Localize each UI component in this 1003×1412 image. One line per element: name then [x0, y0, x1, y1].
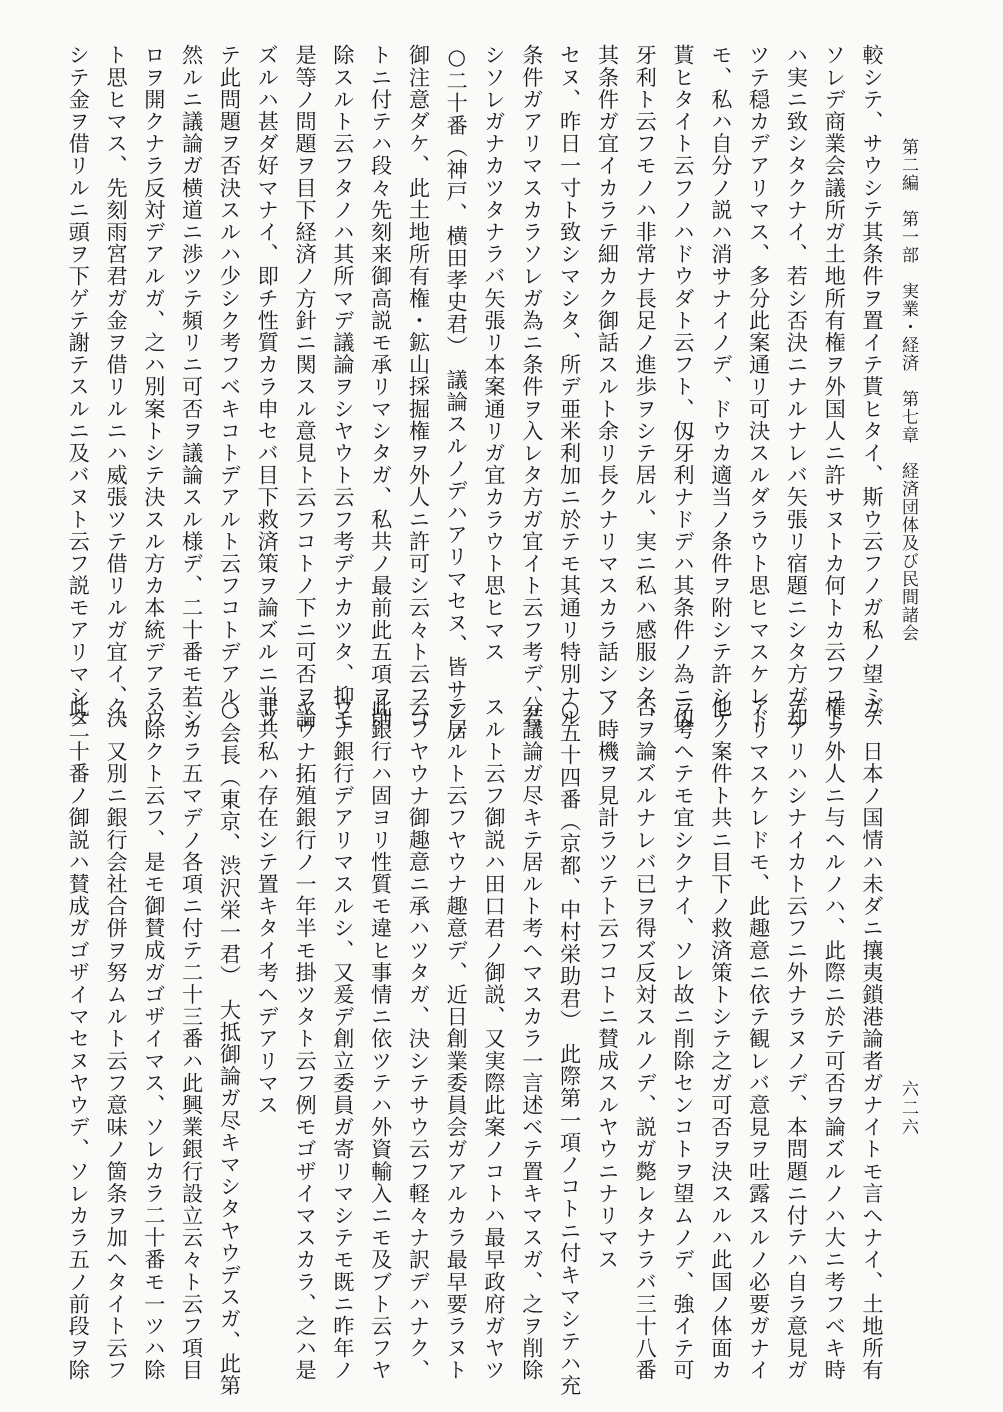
text-line: ○会長（東京、渋沢栄一君） 大抵御論ガ尽キマシタヤウデスガ、此第 [217, 696, 243, 1397]
text-line: 此銀行ハ固ヨリ性質モ違ヒ事情ニ依ツテハ外資輸入ニモ及ブト云フヤ [368, 696, 394, 1382]
text-line: シテ金ヲ借リルニ頭ヲ下ゲテ謝テスルニ及バヌト云フ説モアリマシタ [66, 44, 92, 730]
text-line: セヌ、昨日一寸ト致シマシタ、所デ亜米利加ニ於テモ其通リ特別ナル [557, 44, 583, 730]
text-line: 条件ガアリマスカラソレガ為ニ条件ヲ入レタ方ガ宜イト云フ考デ、若 [519, 44, 545, 730]
text-line: スルト云フ御説ハ田口君ノ御説、又実際此案ノコトハ最早政府ガヤツ [482, 696, 508, 1382]
text-line: ウナ銀行デアリマスルシ、又爰デ創立委員ガ寄リマシテモ既ニ昨年ノ [330, 696, 356, 1382]
text-line: 牙利ト云フモノハ非常ナ長足ノ進歩ヲシテ居ル、実ニ私ハ感服シタ、 [633, 44, 659, 730]
text-line: ハ実ニ致シタクナイ、若シ否決ニナルナレバ矢張リ宿題ニシタ方ガ却 [784, 44, 810, 730]
text-line: ト思ヒマス、先刻雨宮君ガ金ヲ借リルニハ威張ツテ借リルガ宜イ、決 [104, 44, 130, 730]
text-line: モ、私ハ自分ノ説ハ消サナイノデ、ドウカ適当ノ条件ヲ附シテ許シテ [708, 44, 734, 730]
text-line: ロヲ開クナラ反対デアルガ、之ハ別案トシテ決スル方カ本統デアラウ [141, 44, 167, 730]
text-line: ○五十四番（京都、中村栄助君） 此際第一項ノコトニ付キマシテハ充 [557, 696, 583, 1397]
page-number: 六二六 [898, 1080, 918, 1137]
text-line: 除スルト云フタノハ其所マデ議論ヲシヤウト云フ考デナカツタ、抑モ [330, 44, 356, 730]
text-line: 一カラ五マデノ各項ニ付テ二十三番ハ此興業銀行設立云々ト云フ項目 [179, 696, 205, 1382]
text-line: 然ルニ議論ガ横道ニ渉ツテ頻リニ可否ヲ議論スル様デ、二十番モ若シ [179, 44, 205, 730]
text-line: 其条件ガ宜イカラテ細カク御話スルト余リ長クナリマスカラ話シマ [595, 44, 621, 707]
running-header [896, 138, 921, 658]
text-line: ハ除クト云フ、是モ御賛成ガゴザイマス、ソレカラ二十番モ一ツハ除 [141, 696, 167, 1382]
text-line: 較シテ、サウシテ其条件ヲ置イテ貰ヒタイ、斯ウ云フノガ私ノ望ミデ [860, 44, 885, 730]
text-line: ツテ穏カデアリマス、多分此案通リ可決スルダラウト思ヒマスケレド [746, 44, 772, 730]
text-line: 権ヲ外人ニ与ヘルノハ、此際ニ於テ可否ヲ論ズルノハ大ニ考フベキ時 [822, 696, 848, 1382]
text-line: アリマスケレドモ、此趣意ニ依テ観レバ意見ヲ吐露スルノ必要ガナイ [746, 696, 772, 1382]
text-line: 云フヤウナ御趣意ニ承ハツタガ、決シテサウ云フ軽々ナ訳デハナク、 [406, 696, 432, 1382]
text-line: シソレガナカツタナラバ矢張リ本案通リガ宜カラウト思ヒマス [482, 44, 508, 663]
text-line: ガ、日本ノ国情ハ未ダニ攘夷鎖港論者ガナイトモ言ヘナイ、土地所有 [860, 696, 885, 1382]
text-line: ズルハ甚ダ好マナイ、即チ性質カラ申セバ目下救済策ヲ論ズルニ当ツ [255, 44, 281, 730]
text-line: デアリハシナイカト云フニ外ナラヌノデ、本問題ニ付テハ自ラ意見ガ [784, 696, 810, 1382]
running-header-text: 第二編 第一部 実業・経済 第七章 経済団体及び民間諸会 [898, 138, 918, 642]
text-line: テ居ルト云フヤウナ趣意デ、近日創業委員会ガアルカラ最早要ラヌト [444, 696, 470, 1382]
text-line: ヤウナ拓殖銀行ノ一年半モ掛ツタト云フ例モゴザイマスカラ、之ハ是 [293, 696, 319, 1382]
text-line: 御注意ダケ、此土地所有権・鉱山採掘権ヲ外人ニ許可シ云々ト云フコ [406, 44, 432, 730]
text-line: ク、又別ニ銀行会社合併ヲ努ムルト云フ意味ノ箇条ヲ加ヘタイト云フ [104, 696, 130, 1382]
text-line: ソレデ商業会議所ガ土地所有権ヲ外国人ニ許サヌトカ何トカ云フコト [822, 44, 848, 730]
text-line: テ此問題ヲ否決スルハ少シク考フベキコトデアルト云フコトデアル、 [217, 44, 243, 730]
text-line: 否ヲ論ズルナレバ已ヲ得ズ反対スルノデ、説ガ斃レタナラバ三十八番 [633, 696, 659, 1382]
text-line: トニ付テハ段々先刻来御高説モ承リマシタガ、私共ノ最前此五項ヲ削 [368, 44, 394, 730]
upper-text-block [66, 44, 891, 745]
text-line: 貰ヒタイト云フノハドウダト云フト、仭牙利ナドデハ其条件ノ為ニ仭 [671, 44, 697, 730]
text-line: ○二十番（神戸、横田孝史君） 議論スルノデハアリマセヌ、皆サンノ [444, 44, 470, 745]
text-line: ノ時機ヲ見計ラツテト云フコトニ賛成スルヤウニナリマス [595, 696, 621, 1271]
text-line: 是等ノ問題ヲ目下経済ノ方針ニ関スル意見ト云フコトノ下ニ可否ヲ論 [293, 44, 319, 730]
text-line: 他ノ案件ト共ニ目下ノ救済策トシテ之ガ可否ヲ決スルハ此国ノ体面カ [708, 696, 734, 1382]
text-line: 非共私ハ存在シテ置キタイ考ヘデアリマス [255, 696, 281, 1116]
text-line: 分議論ガ尽キテ居ルト考ヘマスカラ一言述ベテ置キマスガ、之ヲ削除 [519, 696, 545, 1382]
text-line: ラ考ヘテモ宜シクナイ、ソレ故ニ削除センコトヲ望ムノデ、強イテ可 [671, 696, 697, 1382]
text-line: 此二十番ノ御説ハ賛成ガゴザイマセヌヤウデ、ソレカラ五ノ前段ヲ除 [66, 696, 92, 1382]
lower-text-block [66, 696, 891, 1397]
